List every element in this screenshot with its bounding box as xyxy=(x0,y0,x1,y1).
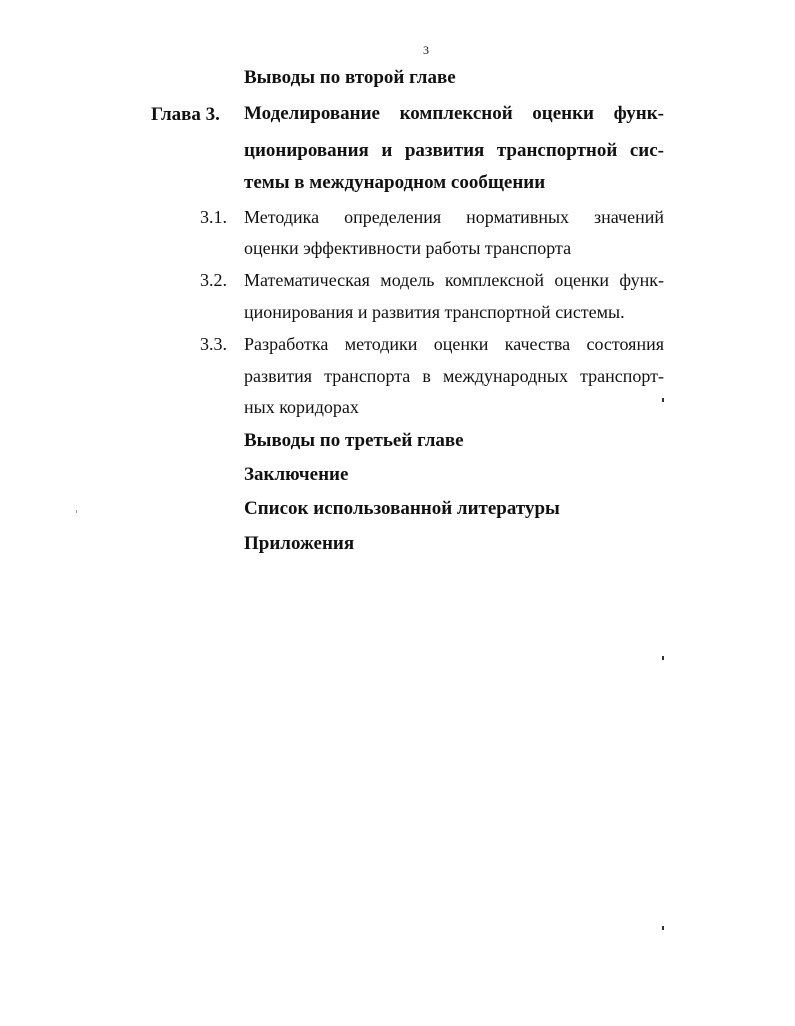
scan-speck xyxy=(662,398,664,402)
toc-conclusions-chapter-3: Выводы по третьей главе xyxy=(244,430,464,451)
toc-conclusion: Заключение xyxy=(244,464,349,485)
section-3-2-line-1: Математическая модель комплексной оценки функ- xyxy=(244,270,664,290)
scan-speck xyxy=(662,656,664,660)
toc-conclusions-chapter-2: Выводы по второй главе xyxy=(244,67,456,88)
chapter-3-title-line-1: Моделирование комплексной оценки функ- xyxy=(244,103,664,124)
section-3-1-number: 3.1. xyxy=(200,207,227,227)
page-number: 3 xyxy=(423,43,429,57)
scan-speck xyxy=(76,510,77,513)
toc-references: Список использованной литературы xyxy=(244,498,560,519)
section-3-1-line-2: оценки эффективности работы транспорта xyxy=(244,238,572,258)
chapter-3-title-line-2: ционирования и развития транспортной сис- xyxy=(244,140,664,161)
scan-speck xyxy=(662,926,664,930)
section-3-2-line-2: ционирования и развития транспортной системы. xyxy=(244,302,625,322)
section-3-1-line-1: Методика определения нормативных значений xyxy=(244,207,664,227)
toc-appendices: Приложения xyxy=(244,533,355,554)
section-3-3-line-3: ных коридорах xyxy=(244,397,359,417)
section-3-3-number: 3.3. xyxy=(200,334,227,354)
section-3-2-number: 3.2. xyxy=(200,270,227,290)
section-3-3-line-2: развития транспорта в международных транспорт- xyxy=(244,366,664,386)
section-3-3-line-1: Разработка методики оценки качества состояния xyxy=(244,334,664,354)
chapter-3-title-line-3: темы в международном сообщении xyxy=(244,172,546,193)
chapter-3-label: Глава 3. xyxy=(151,104,220,125)
